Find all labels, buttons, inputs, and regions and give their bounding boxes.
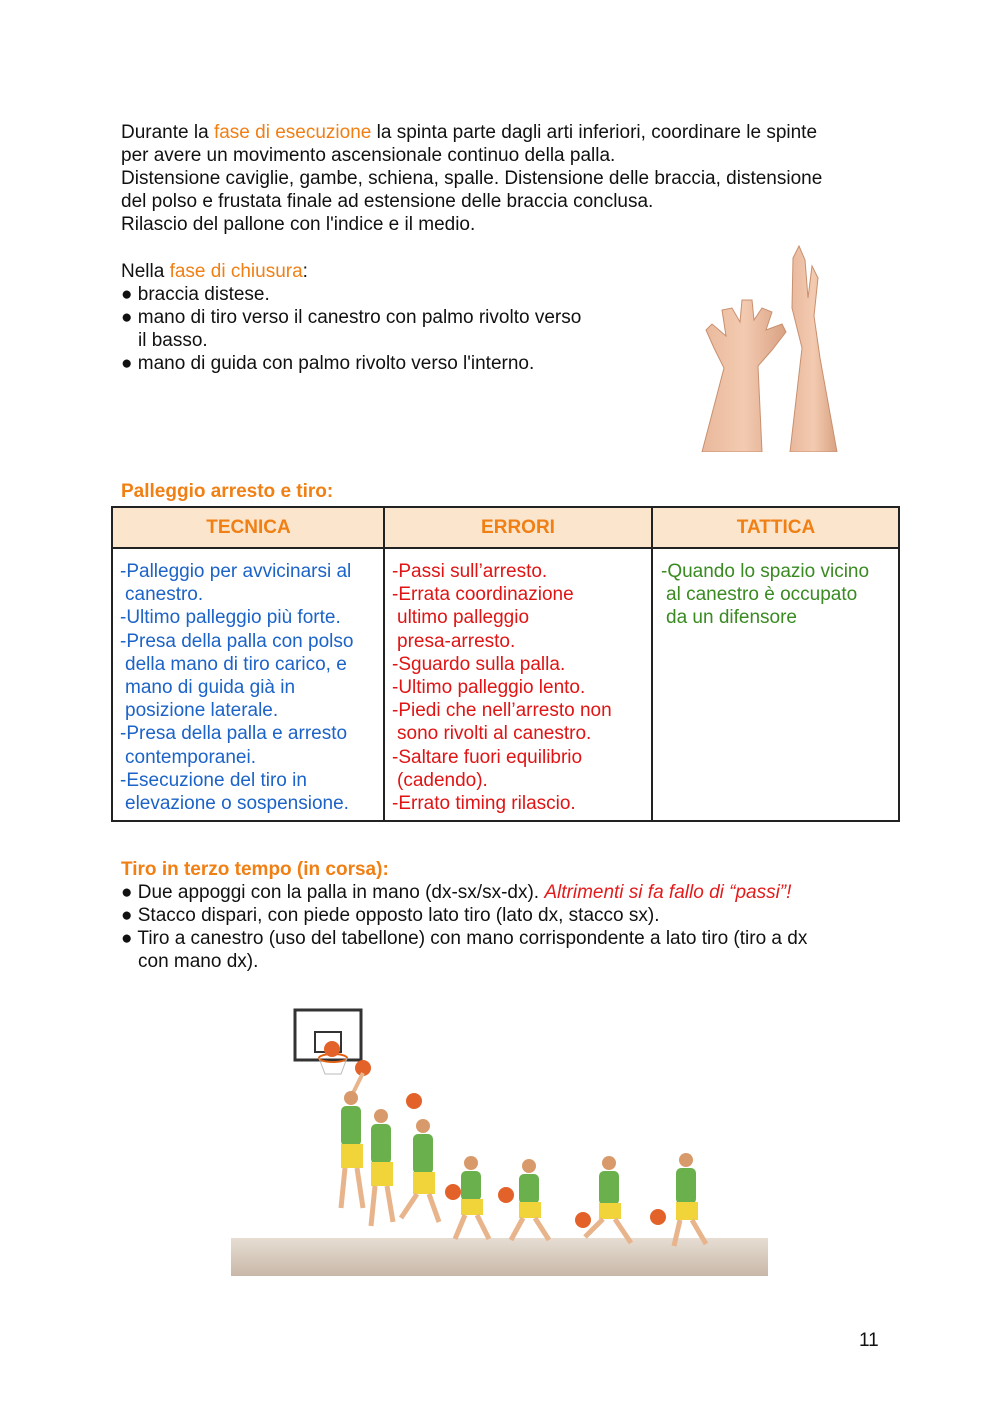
tecnica-line: -Palleggio per avvicinarsi al [120, 561, 352, 582]
column-divider [651, 508, 653, 820]
tattica-line: -Quando lo spazio vicino [661, 561, 870, 582]
intro-line-1 [121, 121, 817, 144]
section-title-terzo-tempo: Tiro in terzo tempo (in corsa): [121, 859, 389, 880]
table-header-row [113, 508, 898, 549]
closing-text: Nella [121, 261, 170, 282]
tattica-cell [661, 560, 869, 630]
closing-text: : [302, 261, 308, 282]
errori-line: -Passi sull’arresto. [392, 561, 548, 582]
intro-text: la spinta parte dagli arti inferiori, coordinare le spinte [371, 122, 818, 143]
errori-line: -Saltare fuori equilibrio [392, 746, 583, 768]
tecnica-line: -Esecuzione del tiro in [120, 769, 307, 791]
intro-line-5: Rilascio del pallone con l'indice e il medio. [121, 214, 476, 235]
header-tattica: TATTICA [736, 517, 816, 538]
layup-text: ● Due appoggi con la palla in mano (dx-sx/sx-dx). [121, 882, 545, 903]
tecnica-line: -Presa della palla con polso [120, 630, 354, 652]
errori-line: -Ultimo palleggio lento. [392, 677, 586, 699]
tecnica-line: -Presa della palla e arresto [120, 723, 348, 745]
tecnica-line: elevazione o sospensione. [125, 793, 349, 815]
closing-phase-heading [121, 260, 308, 283]
closing-bullet-1: ● braccia distese. [121, 284, 270, 305]
closing-bullet-2: ● mano di tiro verso il canestro con palmo rivolto verso [121, 307, 582, 328]
header-errori: ERRORI [481, 517, 555, 538]
errori-line: -Errata coordinazione [392, 584, 574, 606]
tecnica-line: canestro. [125, 584, 204, 606]
technique-table [111, 506, 900, 822]
intro-line-2: per avere un movimento ascensionale continuo della palla. [121, 145, 616, 166]
travel-warning: Altrimenti si fa fallo di “passi”! [544, 882, 792, 903]
errori-line: -Errato timing rilascio. [392, 793, 576, 815]
layup-sequence-illustration [231, 998, 768, 1276]
errori-line: (cadendo). [397, 769, 488, 791]
tecnica-line: mano di guida già in [125, 677, 296, 699]
shooting-hands-photo [662, 238, 884, 452]
layup-bullet-3: ● Tiro a canestro (uso del tabellone) con mano corrispondente a lato tiro (tiro a dx [121, 928, 808, 949]
errori-cell [392, 560, 612, 815]
intro-text: Durante la [121, 122, 214, 143]
section-title-palleggio: Palleggio arresto e tiro: [121, 481, 334, 502]
header-tecnica: TECNICA [206, 517, 291, 538]
tattica-line: al canestro è occupato [666, 584, 858, 606]
tecnica-line: della mano di tiro carico, e [125, 653, 347, 675]
closing-bullet-2-cont: il basso. [138, 330, 208, 351]
tattica-line: da un difensore [666, 607, 797, 629]
page-number: 11 [859, 1330, 879, 1351]
layup-bullet-3-cont: con mano dx). [138, 951, 259, 972]
phase-execution-highlight: fase di esecuzione [213, 122, 372, 143]
layup-bullet-1 [121, 881, 791, 904]
phase-closing-highlight: fase di chiusura [169, 261, 303, 282]
errori-line: -Piedi che nell’arresto non [392, 700, 612, 722]
layup-bullet-2: ● Stacco dispari, con piede opposto lato tiro (lato dx, stacco sx). [121, 905, 660, 926]
tecnica-line: -Ultimo palleggio più forte. [120, 607, 341, 629]
intro-line-3: Distensione caviglie, gambe, schiena, spalle. Distensione delle braccia, distensione [121, 168, 823, 189]
errori-line: sono rivolti al canestro. [397, 723, 592, 745]
errori-line: ultimo palleggio [397, 607, 530, 629]
errori-line: presa-arresto. [397, 630, 516, 652]
tecnica-cell [120, 560, 353, 815]
closing-bullet-3: ● mano di guida con palmo rivolto verso l'interno. [121, 353, 535, 374]
column-divider [383, 508, 385, 820]
tecnica-line: posizione laterale. [125, 700, 279, 722]
tecnica-line: contemporanei. [125, 746, 256, 768]
errori-line: -Sguardo sulla palla. [392, 653, 566, 675]
intro-line-4: del polso e frustata finale ad estensione delle braccia conclusa. [121, 191, 654, 212]
